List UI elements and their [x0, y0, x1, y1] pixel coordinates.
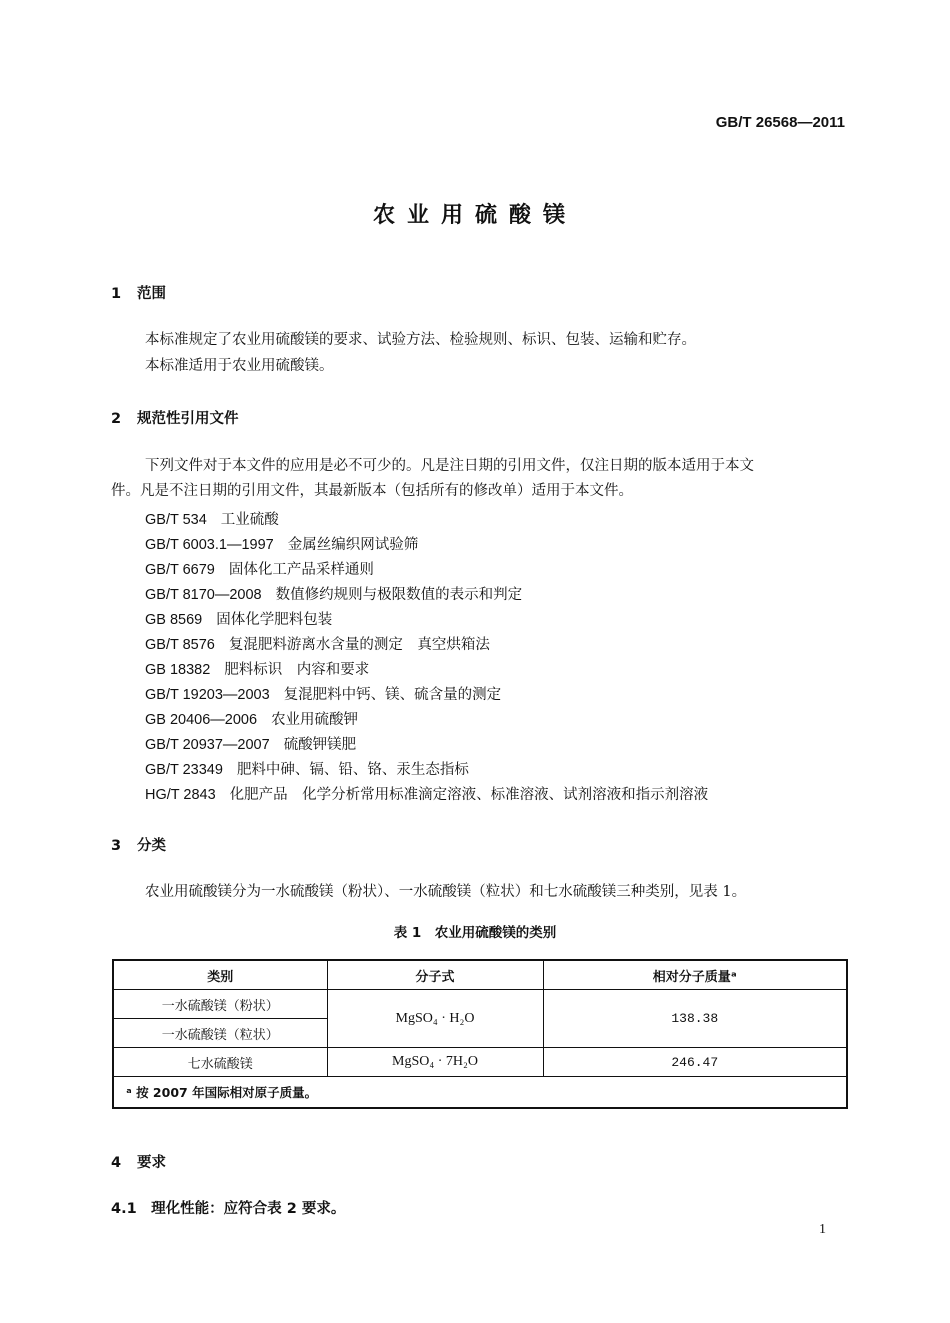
section-number: 1: [111, 286, 122, 302]
reference-code: GB 18382: [145, 662, 211, 678]
paragraph: 件。凡是不注日期的引用文件，其最新版本（包括所有的修改单）适用于本文件。: [111, 483, 633, 499]
table-row: [113, 990, 847, 1019]
reference-code: GB/T 20937—2007: [145, 737, 270, 753]
section-title: 范围: [137, 286, 166, 302]
paragraph: 本标准规定了农业用硫酸镁的要求、试验方法、检验规则、标识、包装、运输和贮存。: [145, 332, 696, 348]
subsection-4-1: 4.1 理化性能：应符合表 2 要求。: [111, 1201, 346, 1217]
reference-item: [145, 608, 332, 629]
category-cell: 一水硫酸镁（粒状）: [113, 1019, 327, 1048]
reference-item: [145, 558, 374, 579]
column-header: 分子式: [327, 960, 543, 990]
category-cell: 一水硫酸镁（粉状）: [113, 990, 327, 1019]
formula-cell: MgSO₄ · 7H₂O: [327, 1048, 543, 1077]
reference-title: 复混肥料中钙、镁、硫含量的测定: [283, 687, 502, 703]
section-number: 2: [111, 411, 122, 427]
reference-code: GB/T 8170—2008: [145, 587, 262, 603]
reference-title: 工业硫酸: [220, 512, 279, 528]
section-1-heading: [111, 282, 166, 303]
reference-item: [145, 733, 356, 754]
reference-code: HG/T 2843: [145, 787, 216, 803]
category-cell: 七水硫酸镁: [113, 1048, 327, 1077]
table-row: [113, 1048, 847, 1077]
reference-item: [145, 708, 358, 729]
standard-number: GB/T 26568—2011: [715, 114, 845, 131]
section-title: 要求: [137, 1155, 166, 1171]
paragraph: 下列文件对于本文件的应用是必不可少的。凡是注日期的引用文件，仅注日期的版本适用于本文: [145, 458, 754, 474]
reference-code: GB/T 6679: [145, 562, 215, 578]
reference-code: GB/T 534: [145, 512, 207, 528]
reference-item: [145, 758, 469, 779]
paragraph: 农业用硫酸镁分为一水硫酸镁（粉状）、一水硫酸镁（粒状）和七水硫酸镁三种类别，见表 1。: [145, 884, 747, 900]
reference-item: [145, 508, 279, 529]
reference-title: 硫酸钾镁肥: [283, 737, 357, 753]
reference-code: GB/T 23349: [145, 762, 223, 778]
reference-code: GB/T 19203—2003: [145, 687, 270, 703]
section-title: 分类: [137, 838, 166, 854]
reference-title: 固体化工产品采样通则: [228, 562, 374, 578]
table-footnote: ᵃ 按 2007 年国际相对原子质量。: [113, 1077, 847, 1109]
table-footnote-row: [113, 1077, 847, 1109]
section-number: 3: [111, 838, 122, 854]
reference-code: GB/T 8576: [145, 637, 215, 653]
reference-item: [145, 783, 708, 804]
section-4-heading: [111, 1151, 166, 1172]
reference-item: [145, 633, 490, 654]
reference-item: [145, 533, 418, 554]
reference-title: 肥料中砷、镉、铅、铬、汞生态指标: [236, 762, 469, 778]
section-2-heading: [111, 407, 239, 428]
reference-item: [145, 583, 522, 604]
table-header-row: [113, 960, 847, 990]
reference-title: 农业用硫酸钾: [271, 712, 359, 728]
reference-code: GB 20406—2006: [145, 712, 258, 728]
reference-title: 肥料标识 内容和要求: [224, 662, 370, 678]
reference-code: GB/T 6003.1—1997: [145, 537, 274, 553]
reference-title: 固体化学肥料包装: [216, 612, 333, 628]
classification-table: [112, 959, 848, 1109]
section-3-heading: [111, 834, 166, 855]
formula-cell: MgSO₄ · H₂O: [327, 990, 543, 1048]
mass-cell: 138.38: [543, 990, 847, 1048]
section-number: 4: [111, 1155, 122, 1171]
section-title: 规范性引用文件: [137, 411, 239, 427]
page-number: 1: [819, 1222, 826, 1237]
reference-item: [145, 683, 501, 704]
table-caption: 表 1 农业用硫酸镁的类别: [393, 925, 557, 941]
column-header: 类别: [113, 960, 327, 990]
reference-code: GB 8569: [145, 612, 203, 628]
paragraph: 本标准适用于农业用硫酸镁。: [145, 358, 334, 374]
reference-item: [145, 658, 369, 679]
reference-title: 复混肥料游离水含量的测定 真空烘箱法: [228, 637, 490, 653]
reference-title: 数值修约规则与极限数值的表示和判定: [275, 587, 523, 603]
mass-cell: 246.47: [543, 1048, 847, 1077]
document-title: 农业用硫酸镁: [372, 203, 577, 228]
reference-title: 金属丝编织网试验筛: [287, 537, 419, 553]
reference-title: 化肥产品 化学分析常用标准滴定溶液、标准溶液、试剂溶液和指示剂溶液: [229, 787, 709, 803]
column-header: 相对分子质量ᵃ: [543, 960, 847, 990]
